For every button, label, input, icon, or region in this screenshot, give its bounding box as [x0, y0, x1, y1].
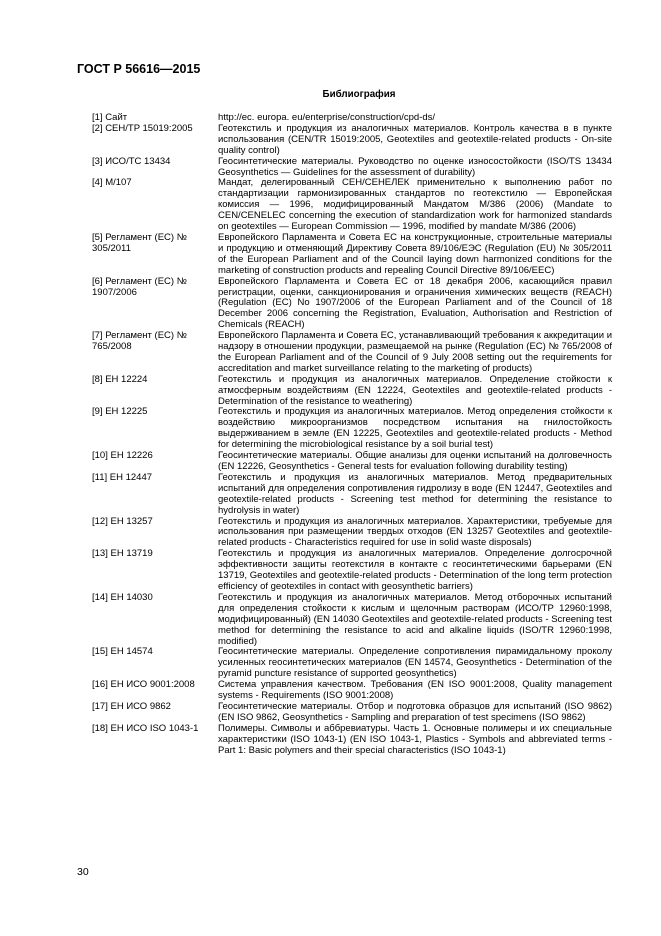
entry-reference: [9] ЕН 12225	[92, 406, 148, 418]
entry-description: Геотекстиль и продукция из аналогичных материалов. Метод предварительных испытаний для определения сопротивления гидролизу в воде (EN 12447, Geotextiles and geotextile-related products - Screening test method for determining the resistance to hydrolysis in water)	[218, 471, 612, 516]
entry-description: Европейского Парламента и Совета ЕС, устанавливающий требования к аккредитации и надзору в отношении продукции, размещаемой на рынке (Regulation (EC) № 765/2008 of the European Parliament and of the Council of 9 July 2008 setting out the requirements for accreditation and market surveillance relating to the marketing of products)	[218, 330, 612, 374]
bibliography-entry	[92, 124, 612, 157]
bibliography-entry	[92, 702, 612, 724]
bibliography-entry	[92, 680, 612, 702]
entry-description: Геосинтетические материалы. Определение сопротивления пирамидальному проколу усиленных геосинтетических материалов (EN 14574, Geosynthetics - Determination of the pyramid puncture resistance of supported geosynthetics)	[218, 646, 612, 680]
entry-reference: [11] ЕН 12447	[92, 471, 153, 483]
entry-reference: [6] Регламент (ЕС) № 1907/2006	[92, 275, 187, 298]
bibliography-entry	[92, 647, 612, 680]
entry-description: Геотекстиль и продукция из аналогичных материалов. Метод отборочных испытаний для определения стойкости к кислым и щелочным растворам (ИСО/ТР 12960:1998, модифицированный) (EN 14030 Geotextiles and geotextile-related products - Screening test method for determining the resistance to acid and alkaline liquids (ISO/TR 12960:1998, modified)	[218, 591, 612, 647]
entry-reference: [2] CEH/TP 15019:2005	[92, 122, 193, 134]
entry-description: Европейского Парламента и Совета ЕС от 18 декабря 2006, касающийся правил регистрации, оценки, санкционирования и ограничения химических веществ (REACH) (Regulation (EC) No 1907/2006 of the European Parliament and of the Council of 18 December 2006 concerning the Registration, Evaluation, Authorisation and Restriction of Chemicals (REACH)	[218, 275, 612, 331]
entry-description: Геосинтетические материалы. Отбор и подготовка образцов для испытаний (ISO 9862) (EN ISO 9862, Geosynthetics - Sampling and preparation of test specimens (ISO 9862)	[218, 700, 612, 723]
entry-description: Геосинтетические материалы. Общие анализы для оценки испытаний на долговечность (EN 12226, Geosynthetics - General tests for evaluation following durability testing)	[218, 450, 612, 472]
bibliography-entry	[92, 407, 612, 451]
entry-reference: [16] ЕН ИСО 9001:2008	[92, 679, 195, 691]
entry-description: Геосинтетические материалы. Руководство по оценке износостойкости (ISO/TS 13434 Geosynthetics — Guidelines for the assessment of durability)	[218, 155, 612, 178]
bibliography-entry	[92, 178, 612, 233]
bibliography-entry	[92, 277, 612, 332]
entry-reference: [18] ЕН ИСО ISO 1043-1	[92, 722, 199, 734]
bibliography-entry	[92, 375, 612, 408]
entry-reference: [3] ИСО/ТС 13434	[92, 155, 171, 167]
bibliography-entry	[92, 517, 612, 550]
entry-reference: [1] Сайт	[92, 112, 128, 123]
entry-description: Геотекстиль и продукция из аналогичных материалов. Метод определения стойкости к воздействию микроорганизмов посредством испытания на гнилостойкость выдерживанием в земле (EN 12225, Geotextiles and geotextile-related products - Method for determining the microbiological resistance by a soil burial test)	[218, 406, 612, 451]
entry-reference: [10] ЕН 12226	[92, 450, 153, 462]
entry-description: Система управления качеством. Требования (EN ISO 9001:2008, Quality management systems - Requirements (ISO 9001:2008)	[218, 679, 612, 702]
bibliography-list	[92, 113, 612, 756]
entry-reference: [12] ЕН 13257	[92, 515, 153, 527]
entry-reference: [14] ЕН 14030	[92, 591, 153, 603]
entry-description: Полимеры. Символы и аббревиатуры. Часть 1. Основные полимеры и их специальные характеристики (ISO 1043-1) (EN ISO 1043-1, Plastics - Symbols and abbreviated terms - Part 1: Basic polymers and their special characteristics (ISO 1043-1)	[218, 722, 612, 756]
entry-reference: [13] ЕН 13719	[92, 548, 153, 560]
entry-reference: [8] ЕН 12224	[92, 373, 148, 385]
bibliography-entry	[92, 724, 612, 757]
bibliography-entry	[92, 473, 612, 517]
entry-description: Геотекстиль и продукция из аналогичных материалов. Контроль качества в в пункте использования (CEN/TR 15019:2005, Geotextiles and geotextile-related products - On-site quality control)	[218, 122, 612, 156]
standard-code: ГОСТ Р 56616—2015	[77, 62, 201, 76]
entry-description: Мандат, делегированный СЕН/СЕНЕЛЕК применительно к выполнению работ по стандартизации гармонизированных стандартов по геотекстилю — Европейская комиссия — 1996, модифицированный Мандатом M/386 (2006) (Mandate to CEN/CENELEC concerning the execution of standardization work for harmonized standards on geotextiles — European Commission — 1996, modified by mandate M/386 (2006)	[218, 177, 612, 233]
bibliography-entry	[92, 157, 612, 179]
entry-description: Геотекстиль и продукция из аналогичных материалов. Определение долгосрочной эффективности защиты геотекстиля в контакте с геосинтетическими барьерами (EN 13719, Geotextiles and geotextile-related products - Determination of the long term protection efficiency of geotextiles in contact with geosynthetic barriers)	[218, 548, 612, 592]
bibliography-entry	[92, 233, 612, 277]
entry-reference: [17] ЕН ИСО 9862	[92, 700, 171, 712]
entry-reference: [7] Регламент (ЕС) № 765/2008	[92, 330, 187, 353]
entry-description: Европейского Парламента и Совета ЕС на конструкционные, строительные материалы и продукцию и отменяющий Директиву Совета 89/106/ЕЭС (Regulation (EU) № 305/2011 of the European Parliament and of the Council laying down harmonized conditions for the marketing of construction products and repealing Council Directive 89/106/EEC)	[218, 231, 612, 276]
entry-reference: [5] Регламент (ЕС) № 305/2011	[92, 231, 187, 254]
bibliography-entry	[92, 549, 612, 593]
section-title: Библиография	[322, 89, 396, 100]
bibliography-entry	[92, 451, 612, 473]
bibliography-entry	[92, 593, 612, 648]
page-number: 30	[77, 866, 89, 878]
entry-description: Геотекстиль и продукция из аналогичных материалов. Определение стойкости к атмосферным воздействиям (EN 12224, Geotextiles and geotextile-related products - Determination of the resistance to weathering)	[218, 373, 612, 407]
bibliography-entry	[92, 331, 612, 375]
entry-description: http://ec. europa. eu/enterprise/construction/cpd-ds/	[218, 112, 436, 123]
entry-reference: [15] ЕН 14574	[92, 646, 153, 658]
entry-description: Геотекстиль и продукция из аналогичных материалов. Характеристики, требуемые для использования при размещении твердых отходов (EN 13257 Geotextiles and geotextile-related products - Characteristics required for use in solid waste disposals)	[218, 515, 612, 549]
entry-reference: [4] M/107	[92, 177, 132, 189]
